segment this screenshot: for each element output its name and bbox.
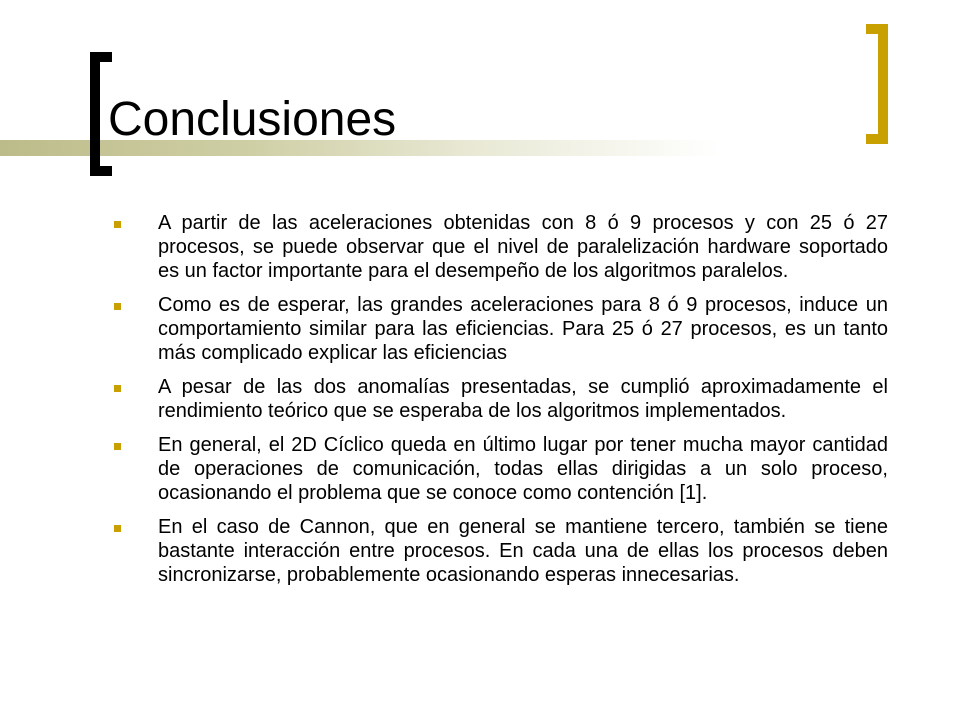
bullet-item (112, 515, 888, 587)
square-bullet-icon (114, 443, 121, 450)
bullet-item (112, 375, 888, 423)
right-bracket-decoration (866, 24, 888, 144)
square-bullet-icon (114, 525, 121, 532)
slide-title: Conclusiones (108, 93, 397, 146)
bullet-text: A partir de las aceleraciones obtenidas con 8 ó 9 procesos y con 25 ó 27 procesos, se puede observar que el nivel de paralelización hardware soportado es un factor importante para el desempeño de los algoritmos paralelos. (158, 212, 888, 282)
square-bullet-icon (114, 221, 121, 228)
bullet-text: En general, el 2D Cíclico queda en último lugar por tener mucha mayor cantidad de operaciones de comunicación, todas ellas dirigidas a un solo proceso, ocasionando el problema que se conoce como contención [1]. (158, 434, 888, 504)
bullet-text: En el caso de Cannon, que en general se mantiene tercero, también se tiene bastante interacción entre procesos. En cada una de ellas los procesos deben sincronizarse, probablemente ocasionando esperas innecesarias. (158, 516, 888, 586)
bullet-list (112, 211, 888, 597)
square-bullet-icon (114, 303, 121, 310)
square-bullet-icon (114, 385, 121, 392)
bullet-text: Como es de esperar, las grandes aceleraciones para 8 ó 9 procesos, induce un comportamiento similar para las eficiencias. Para 25 ó 27 procesos, es un tanto más complicado explicar las eficiencias (158, 294, 888, 364)
bullet-item (112, 293, 888, 365)
bullet-item (112, 211, 888, 283)
bullet-item (112, 433, 888, 505)
bullet-text: A pesar de las dos anomalías presentadas, se cumplió aproximadamente el rendimiento teórico que se esperaba de los algoritmos implementados. (158, 376, 888, 422)
